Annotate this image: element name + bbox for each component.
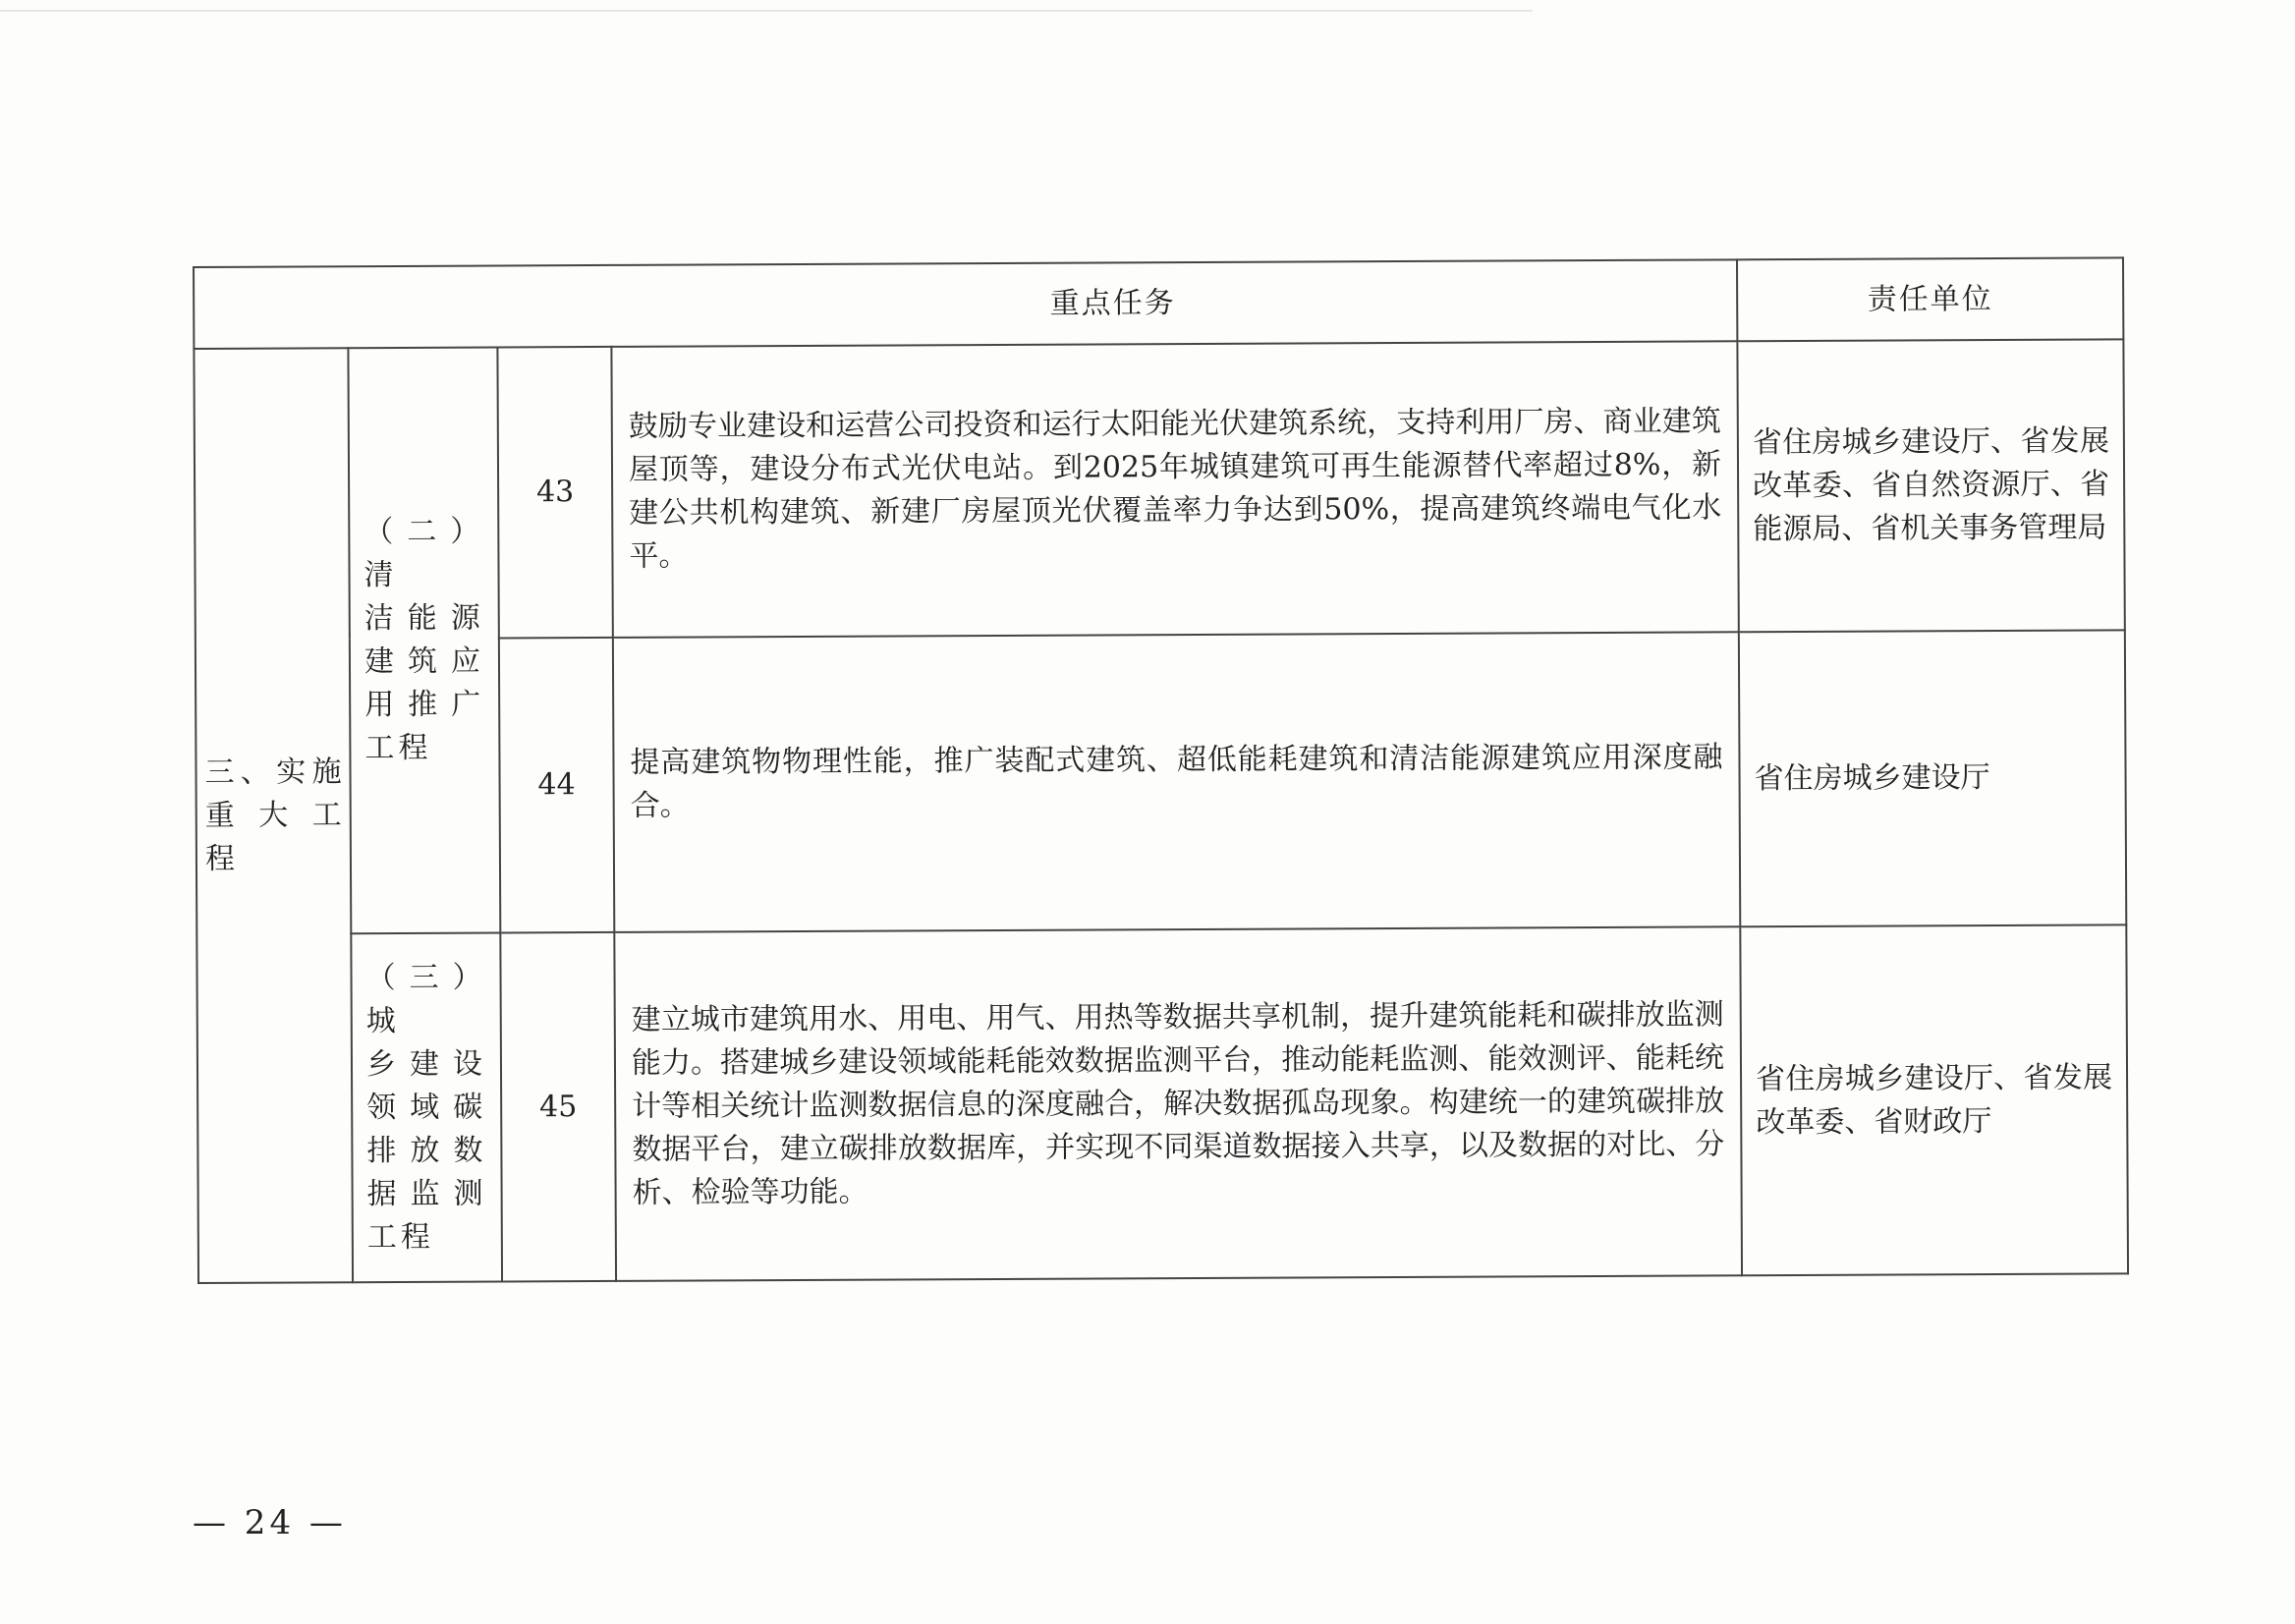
subsection-line: 工程 <box>364 730 432 766</box>
subsection-line: 用推广 <box>364 687 485 723</box>
row-number: 43 <box>497 347 612 639</box>
subsection-line: 洁能源 <box>364 600 484 637</box>
responsible-unit: 省住房城乡建设厅、省发展改革委、省自然资源厅、省能源局、省机关事务管理局 <box>1737 339 2124 632</box>
subsection-cell <box>348 347 500 933</box>
subsection-cell <box>351 932 502 1282</box>
table-row <box>194 339 2124 640</box>
table-header-row <box>194 257 2123 349</box>
subsection-line: 据监测 <box>366 1176 487 1211</box>
subsection-line: 排放数 <box>366 1133 487 1168</box>
subsection-line: （三）城 <box>365 960 486 1038</box>
section-line: 重大工 <box>204 797 342 833</box>
task-text: 鼓励专业建设和运营公司投资和运行太阳能光伏建筑系统，支持利用厂房、商业建筑屋顶等，建设分布式光伏电站。到2025年城镇建筑可再生能源替代率超过8%，新建公共机构建筑、新建厂房屋顶光伏覆盖率力争达到50%，提高建筑终端电气化水平。 <box>611 341 1738 638</box>
subsection-line: 建筑应 <box>364 644 485 680</box>
subsection-line: 领域碳 <box>366 1090 487 1125</box>
row-number: 45 <box>500 932 616 1282</box>
section-cell <box>194 348 353 1283</box>
subsection-line: （二）清 <box>364 514 484 593</box>
responsible-unit: 省住房城乡建设厅 <box>1739 630 2126 926</box>
row-number: 44 <box>499 638 614 933</box>
responsible-unit: 省住房城乡建设厅、省发展改革委、省财政厅 <box>1740 924 2128 1275</box>
section-line: 程 <box>204 841 236 876</box>
task-text: 建立城市建筑用水、用电、用气、用热等数据共享机制，提升建筑能耗和碳排放监测能力。搭建城乡建设领域能耗能效数据监测平台，推动能耗监测、能效测评、能耗统计等相关统计监测数据信息的深度融合，解决数据孤岛现象。构建统一的建筑碳排放数据平台，建立碳排放数据库，并实现不同渠道数据接入共享，以及数据的对比、分析、检验等功能。 <box>614 926 1742 1281</box>
page-edge <box>0 10 1533 12</box>
task-text: 提高建筑物物理性能，推广装配式建筑、超低能耗建筑和清洁能源建筑应用深度融合。 <box>613 632 1740 932</box>
table-row <box>196 924 2128 1283</box>
subsection-line: 乡建设 <box>365 1046 487 1082</box>
section-line: 三、实施 <box>204 754 342 790</box>
task-table <box>193 256 2129 1284</box>
subsection-line: 工程 <box>366 1219 434 1255</box>
page-number: — 24 — <box>193 1503 347 1542</box>
header-task: 重点任务 <box>194 259 1737 349</box>
header-unit: 责任单位 <box>1737 257 2123 341</box>
